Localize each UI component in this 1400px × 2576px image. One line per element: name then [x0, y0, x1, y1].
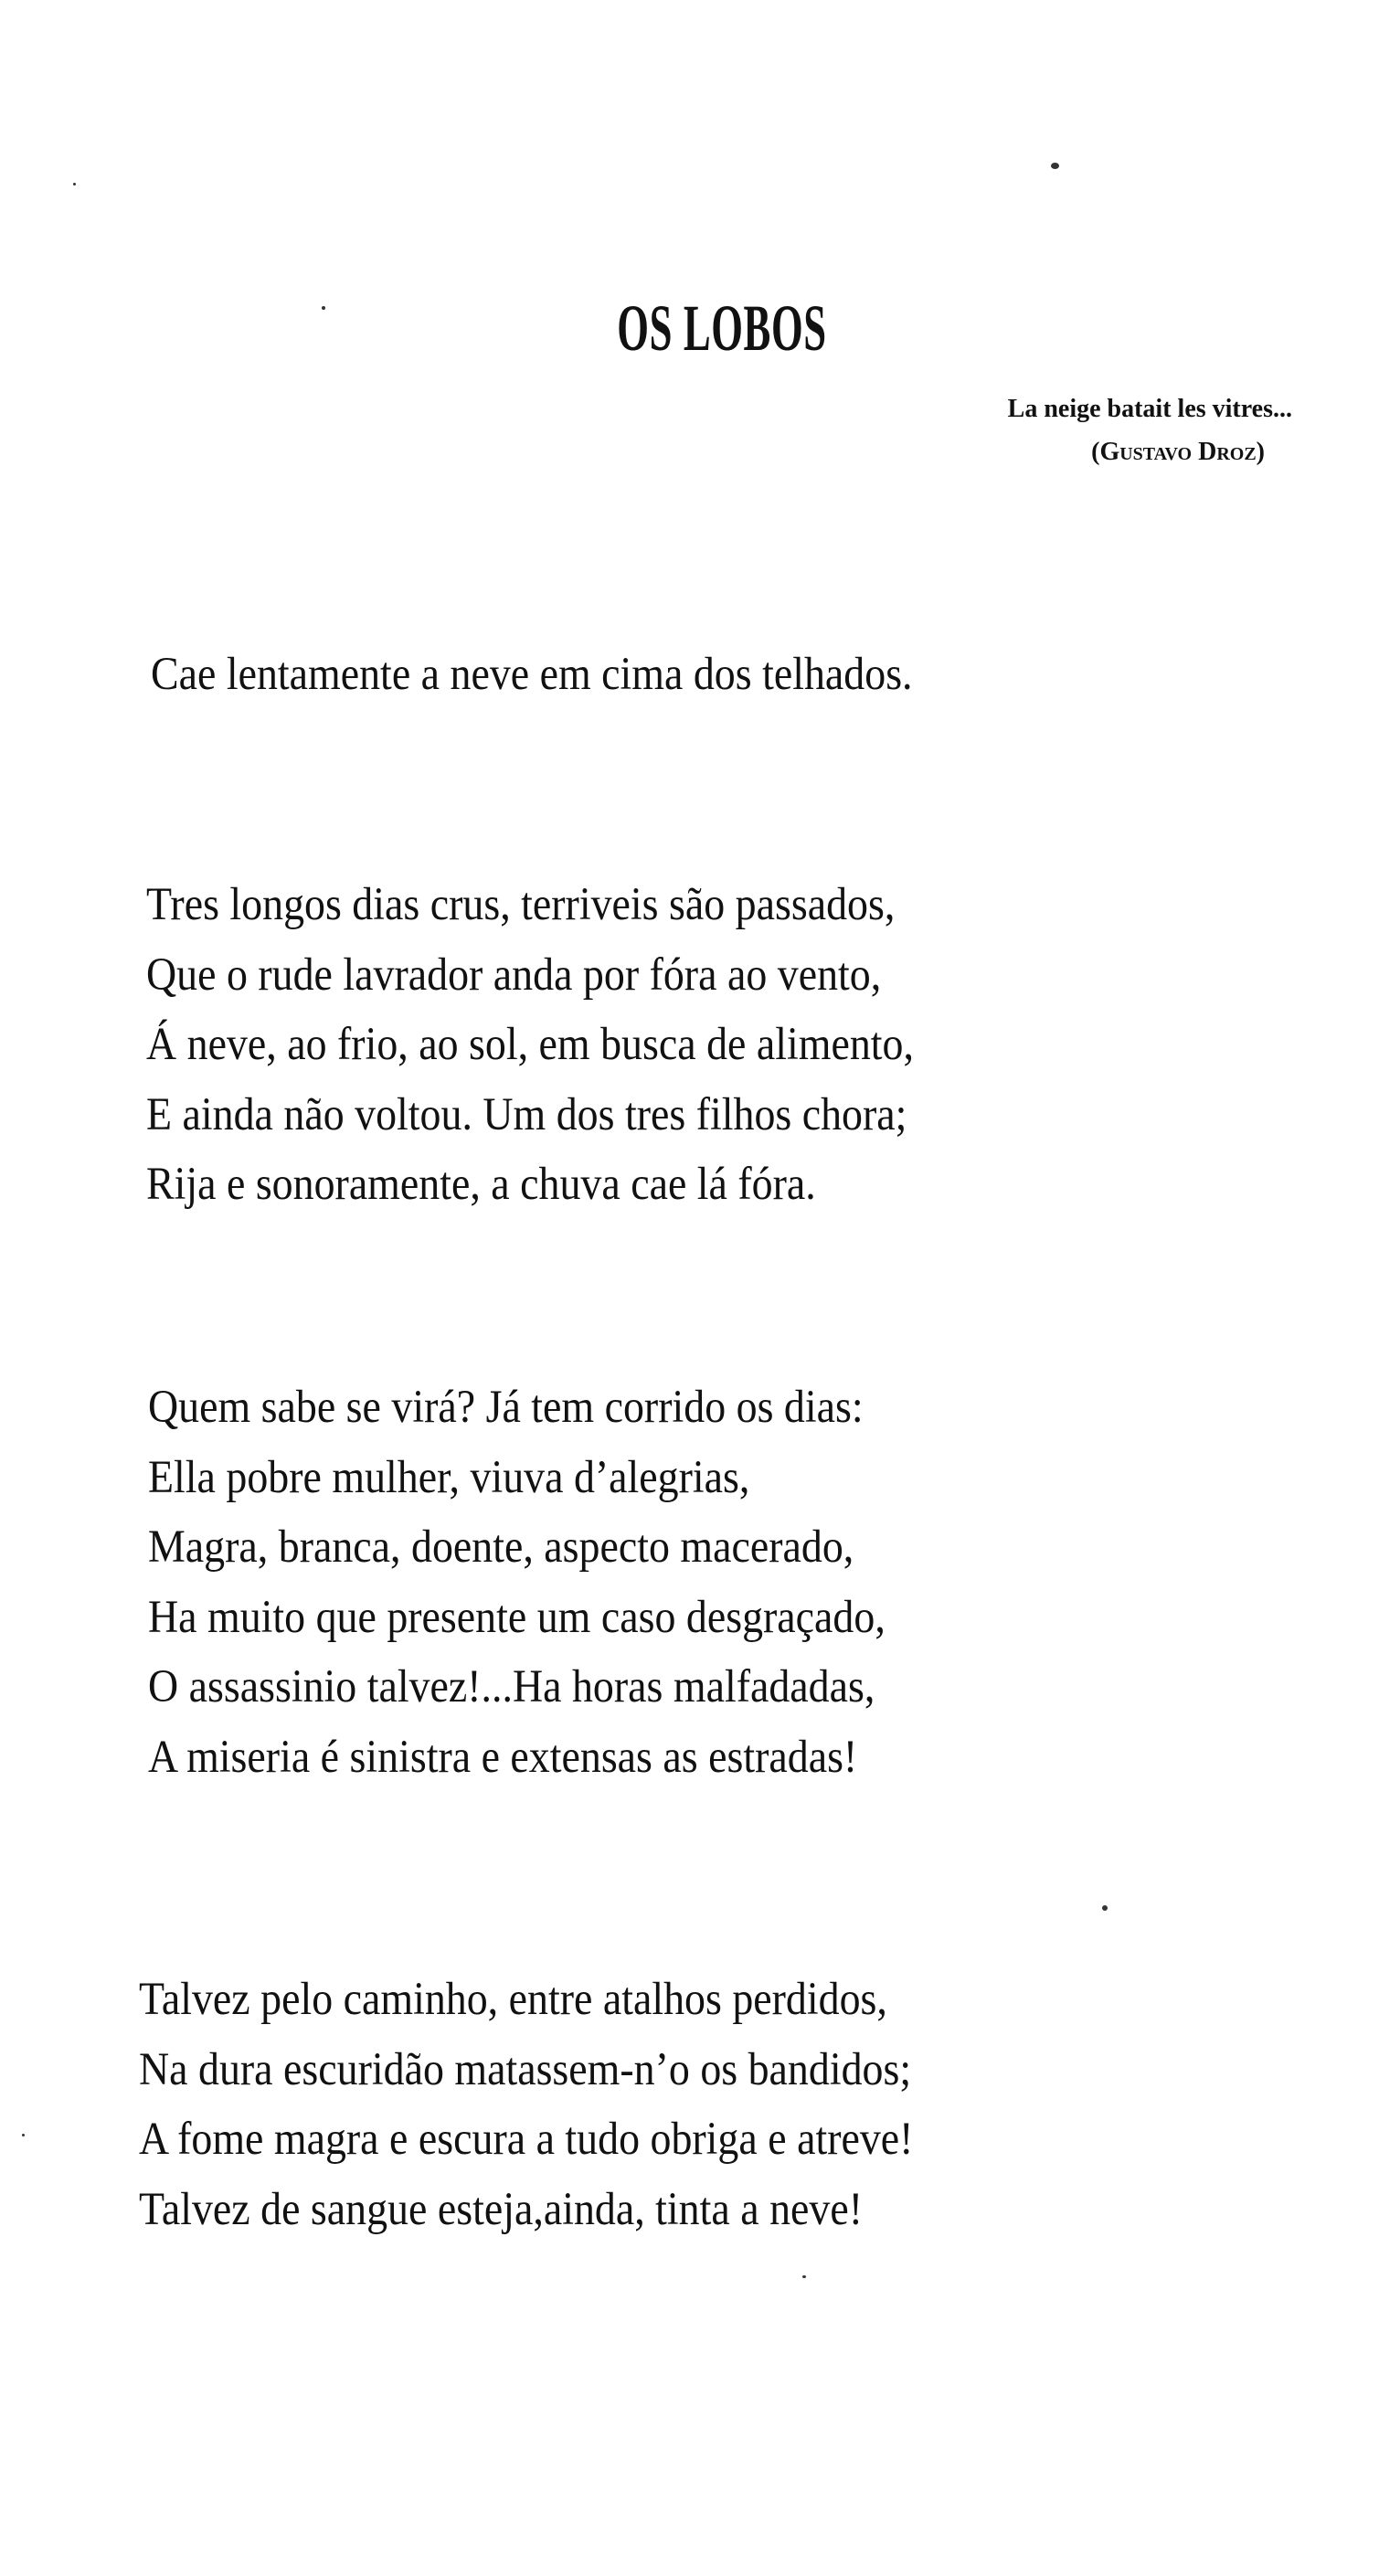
verse-line: Quem sabe se virá? Já tem corrido os dias:: [148, 1382, 864, 1433]
scan-speck: [22, 2134, 25, 2136]
verse-line: Magra, branca, doente, aspecto macerado,: [148, 1521, 854, 1573]
verse-line: Na dura escuridão matassem-n’o os bandidos;: [139, 2043, 912, 2095]
verse-line: Ha muito que presente um caso desgraçado,: [148, 1591, 886, 1643]
verse-line: A fome magra e escura a tudo obriga e atreve!: [139, 2114, 914, 2165]
stanza-3: [148, 1373, 967, 1792]
epigraph-attribution: [1008, 430, 1292, 473]
verse-line: O assassinio talvez!...Ha horas malfadadas,: [148, 1661, 875, 1712]
epigraph-author: Gustavo Droz: [1099, 438, 1257, 466]
verse-line: Talvez de sangue esteja,ainda, tinta a neve!: [139, 2183, 863, 2235]
epigraph: [1008, 387, 1292, 473]
epigraph-quote: La neige batait les vitres...: [1007, 395, 1292, 423]
stanza-2: [146, 870, 999, 1220]
attribution-close-paren: ): [1256, 438, 1265, 466]
attribution-open-paren: (: [1091, 438, 1100, 466]
stanza-1: [151, 640, 997, 710]
verse-line: Ella pobre mulher, viuva d’alegrias,: [148, 1451, 750, 1503]
verse-line: Talvez pelo caminho, entre atalhos perdidos,: [139, 1974, 887, 2025]
verse-line: Que o rude lavrador anda por fóra ao vento,: [146, 949, 882, 1001]
scan-speck: [802, 2275, 806, 2278]
stanza-4: [139, 1965, 1000, 2244]
scan-speck: [1102, 1905, 1108, 1911]
verse-line: Cae lentamente a neve em cima dos telhados.: [151, 649, 913, 700]
scan-speck: [1051, 163, 1059, 169]
poem-title: OS LOBOS: [617, 292, 827, 365]
verse-line: E ainda não voltou. Um dos tres filhos chora;: [146, 1088, 907, 1140]
verse-line: A miseria é sinistra e extensas as estradas!: [148, 1731, 858, 1783]
verse-line: Rija e sonoramente, a chuva cae lá fóra.: [146, 1159, 816, 1210]
scan-speck: [73, 183, 76, 186]
verse-line: Á neve, ao frio, ao sol, em busca de alimento,: [146, 1019, 914, 1070]
verse-line: Tres longos dias crus, terriveis são passados,: [146, 879, 896, 930]
